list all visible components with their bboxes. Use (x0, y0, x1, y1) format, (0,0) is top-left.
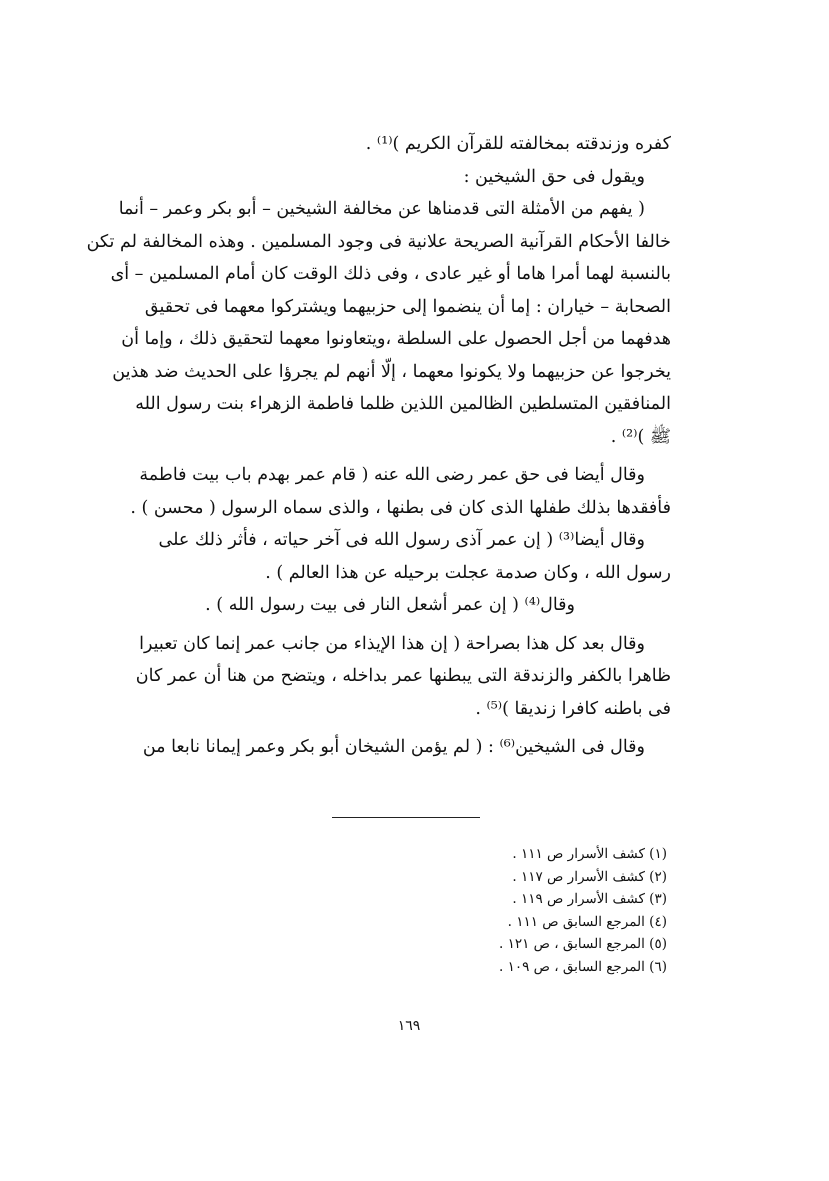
text-line: وقال⁽⁴⁾ ( إن عمر أشعل النار فى بيت رسول الله ) . (205, 595, 575, 615)
footnote: (٦) المرجع السابق ، ص ١٠٩ . (499, 958, 667, 975)
text-line: الصحابة – خياران : إما أن ينضموا إلى حزبيهما ويشتركوا معهما فى تحقيق (144, 296, 671, 317)
text-line: رسول الله ، وكان صدمة عجلت برحيله عن هذا العالم ) . (265, 562, 671, 583)
footnote: (٤) المرجع السابق ص ١١١ . (507, 913, 667, 930)
text-line: وقال فى الشيخين⁽⁶⁾ : ( لم يؤمن الشيخان أبو بكر وعمر إيمانا نابعا من (142, 737, 645, 757)
footnotes (447, 843, 667, 978)
text-line: ( يفهم من الأمثلة التى قدمناها عن مخالفة الشيخين – أبو بكر وعمر – أنما (118, 199, 645, 219)
footnote: (٣) كشف الأسرار ص ١١٩ . (512, 891, 667, 907)
text-line: ويقول فى حق الشيخين : (463, 166, 645, 187)
text-line: بالنسبة لهما أمرا هاما أو غير عادى ، وفى ذلك الوقت كان أمام المسلمين – أى (110, 264, 671, 284)
text-line: وقال بعد كل هذا بصراحة ( إن هذا الإيذاء من جانب عمر إنما كان تعبيرا (139, 633, 645, 654)
text-line: كفره وزندقته بمخالفته للقرآن الكريم )⁽¹⁾ . (365, 134, 671, 154)
footnote: (١) كشف الأسرار ص ١١١ . (512, 846, 667, 862)
text-line: هدفهما من أجل الحصول على السلطة ،ويتعاونوا معهما لتحقيق ذلك ، وإما أن (121, 329, 671, 349)
footnote: (٢) كشف الأسرار ص ١١٧ . (512, 868, 667, 885)
text-line: فى باطنه كافرا زنديقا )⁽⁵⁾ . (475, 698, 671, 719)
footnote-divider (332, 817, 480, 818)
text-line: المنافقين المتسلطين الظالمين اللذين ظلما فاطمة الزهراء بنت رسول الله (135, 394, 671, 414)
page-number: ١٦٩ (397, 1018, 421, 1034)
text-line: خالفا الأحكام القرآنية الصريحة علانية فى وجود المسلمين . وهذه المخالفة لم تكن (86, 231, 671, 252)
main-text (86, 128, 671, 764)
text-line: يخرجوا عن حزبيهما ولا يكونوا معهما ، إلّا أنهم لم يجرؤا على الحديث ضد هذين (112, 361, 671, 382)
text-line: فأفقدها بذلك طفلها الذى كان فى بطنها ، والذى سماه الرسول ( محسن ) . (130, 497, 671, 518)
text-line: ﷺ )⁽²⁾ . (610, 426, 671, 447)
text-line: وقال أيضا⁽³⁾ ( إن عمر آذى رسول الله فى آخر حياته ، فأثر ذلك على (158, 530, 645, 550)
footnote: (٥) المرجع السابق ، ص ١٢١ . (499, 936, 667, 952)
text-line: ظاهرا بالكفر والزندقة التى يبطنها عمر بداخله ، ويتضح من هنا أن عمر كان (135, 666, 671, 686)
text-line: وقال أيضا فى حق عمر رضى الله عنه ( قام عمر بهدم باب بيت فاطمة (139, 465, 645, 485)
